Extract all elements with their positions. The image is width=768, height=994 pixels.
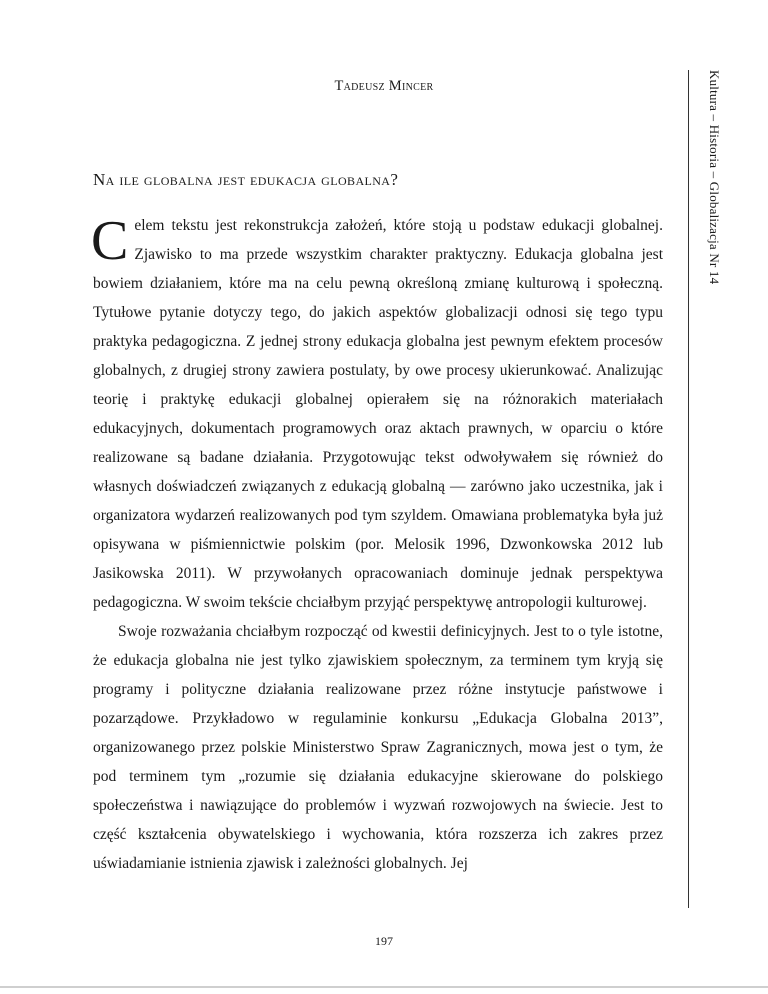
page-bottom-divider <box>0 986 768 988</box>
paragraph-2: Swoje rozważania chciałbym rozpocząć od kwestii definicyjnych. Jest to o tyle istotne, że edukacja globalna nie jest tylko zjawiskiem społecznym, za terminem tym kryją się programy i polityczne działania realizowane przez różne instytucje państwowe i pozarządowe. Przykładowo w regulaminie konkursu „Edukacja Globalna 2013”, organizowanego przez polskie Ministerstwo Spraw Zagranicznych, mowa jest o tym, że pod terminem tym „rozumie się działania edukacyjne skierowane do polskiego społeczeństwa i nawiązujące do problemów i wyzwań rozwojowych na świecie. Jest to część kształcenia obywatelskiego i wychowania, która rozszerza ich zakres przez uświadamianie istnienia zjawisk i zależności globalnych. Jej <box>93 623 663 872</box>
paragraph-1-text: elem tekstu jest rekonstrukcja założeń, które stoją u podstaw edukacji globalnej. Zjawisko to ma przede wszystkim charakter praktyczny. Edukacja globalna jest bowiem działaniem, które ma na celu pewną określoną zmianę kulturową i społeczną. Tytułowe pytanie dotyczy tego, do jakich aspektów globalizacji odnosi się tego typu praktyka pedagogiczna. Z jednej strony edukacja globalna jest pewnym efektem procesów globalnych, z drugiej strony zawiera postulaty, by owe procesy ukierunkować. Analizując teorię i praktykę edukacji globalnej opierałem się na różnorakich materiałach edukacyjnych, dokumentach programowych oraz aktach prawnych, w oparciu o które realizowane są badane działania. Przygotowując tekst odwoływałem się również do własnych doświadczeń związanych z edukacją globalną — zarówno jako uczestnika, jak i organizatora wydarzeń realizowanych pod tym szyldem. Omawiana problematyka była już opisywana w piśmiennictwie polskim (por. Melosik 1996, Dzwonkowska 2012 lub Jasikowska 2011). W przywołanych opracowaniach dominuje jednak perspektywa pedagogiczna. W swoim tekście chciałbym przyjąć perspektywę antropologii kulturowej. <box>93 217 663 611</box>
paragraph-1 <box>93 211 663 617</box>
page-number: 197 <box>375 934 393 948</box>
drop-cap: C <box>91 210 129 272</box>
author-name: Tadeusz Mincer <box>334 78 434 94</box>
side-divider <box>688 70 689 908</box>
article-body <box>93 211 663 878</box>
journal-running-head: Kultura – Historia – Globalizacja Nr 14 <box>707 70 722 285</box>
article-title: Na ile globalna jest edukacja globalna? <box>93 170 399 189</box>
